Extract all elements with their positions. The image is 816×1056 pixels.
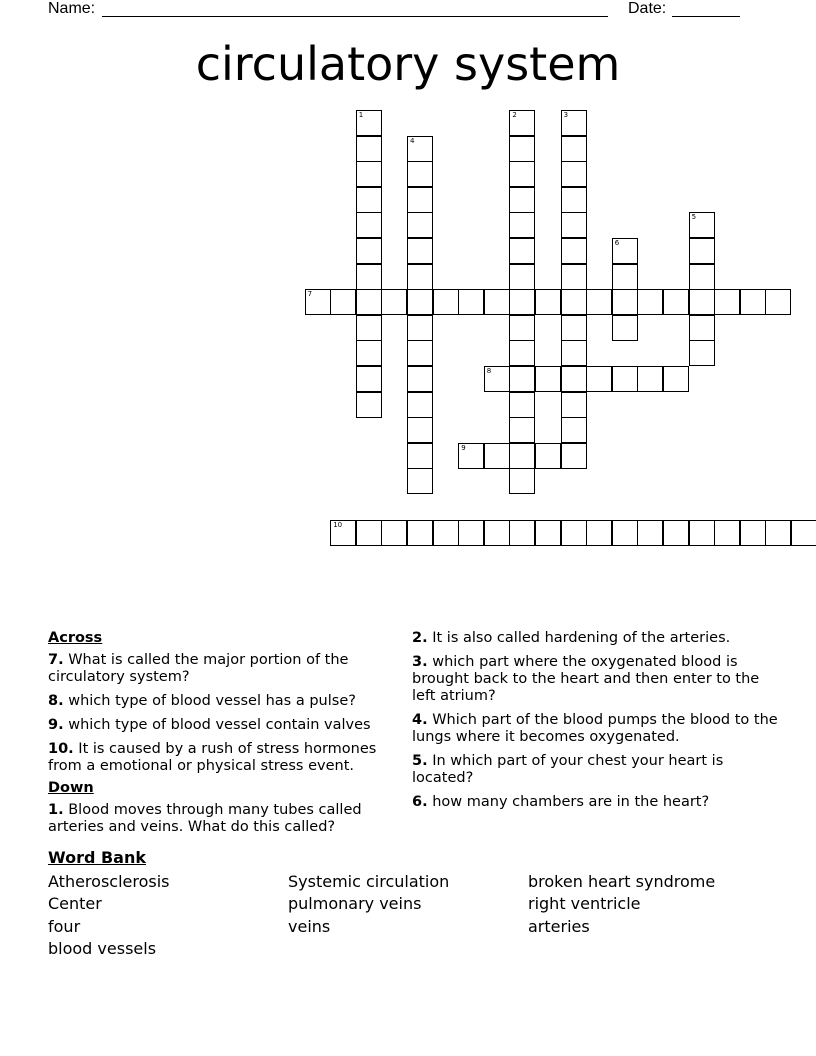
crossword-cell[interactable] — [356, 392, 382, 418]
crossword-cell[interactable] — [407, 520, 433, 546]
crossword-cell[interactable] — [612, 238, 638, 264]
clue-text: which type of blood vessel contain valves — [68, 717, 371, 733]
word-bank-item: arteries — [528, 916, 590, 936]
crossword-cell[interactable] — [535, 366, 561, 392]
word-bank-item: blood vessels — [48, 939, 157, 958]
clue-text: It is caused by a rush of stress hormones from a emotional or physical stress event. — [48, 741, 377, 774]
crossword-cell[interactable] — [561, 392, 587, 418]
clue-num: 1. — [48, 802, 64, 818]
crossword-cell[interactable] — [612, 520, 638, 546]
crossword-cell[interactable] — [407, 468, 433, 494]
crossword-cell[interactable] — [484, 520, 510, 546]
clue-num: 8. — [48, 693, 64, 709]
crossword-cell[interactable] — [612, 366, 638, 392]
crossword-cell[interactable] — [407, 238, 433, 264]
crossword-cell[interactable] — [458, 520, 484, 546]
crossword-cell[interactable] — [612, 289, 638, 315]
crossword-cell[interactable] — [356, 136, 382, 162]
crossword-cell[interactable] — [689, 340, 715, 366]
crossword-cell[interactable] — [509, 520, 535, 546]
clue-num: 4. — [412, 712, 428, 728]
crossword-cell[interactable] — [356, 315, 382, 341]
crossword-cell[interactable] — [561, 238, 587, 264]
word-bank-item: Systemic circulation — [288, 871, 450, 891]
crossword-cell[interactable] — [509, 417, 535, 443]
crossword-cell[interactable] — [407, 187, 433, 213]
across-heading: Across — [48, 630, 103, 646]
crossword-cell[interactable] — [509, 161, 535, 187]
word-bank-item: veins — [288, 916, 331, 936]
crossword-cell[interactable] — [458, 289, 484, 315]
crossword-cell[interactable] — [689, 264, 715, 290]
clue-number: 5 — [691, 213, 697, 222]
crossword-cell[interactable] — [535, 520, 561, 546]
crossword-cell[interactable] — [561, 289, 587, 315]
crossword-cell[interactable] — [356, 264, 382, 290]
crossword-cell[interactable] — [586, 289, 612, 315]
crossword-cell[interactable] — [561, 366, 587, 392]
clue-number: 6 — [614, 239, 620, 247]
crossword-cell[interactable] — [765, 520, 791, 546]
name-label: Name: — [48, 0, 96, 17]
crossword-cell[interactable] — [561, 520, 587, 546]
across-clue — [48, 717, 398, 734]
crossword-cell[interactable] — [407, 443, 433, 469]
crossword-cell[interactable] — [561, 417, 587, 443]
crossword-cell[interactable] — [407, 264, 433, 290]
crossword-cell[interactable] — [433, 289, 459, 315]
crossword-cell[interactable] — [689, 520, 715, 546]
clue-number: 2 — [512, 111, 517, 119]
clue-number: 7 — [307, 290, 313, 299]
crossword-cell[interactable] — [509, 187, 535, 213]
clue-number: 10 — [333, 520, 343, 529]
clue-text: In which part of your chest your heart is located? — [412, 753, 724, 786]
crossword-cell[interactable] — [561, 212, 587, 238]
clue-num: 9. — [48, 717, 64, 733]
crossword-cell[interactable] — [407, 417, 433, 443]
crossword-cell[interactable] — [509, 289, 535, 315]
crossword-cell[interactable] — [561, 187, 587, 213]
crossword-cell[interactable] — [509, 468, 535, 494]
crossword-cell[interactable] — [612, 315, 638, 341]
clue-number: 8 — [486, 367, 492, 375]
word-bank-item: four — [48, 916, 81, 936]
across-clue-list — [48, 652, 398, 775]
crossword-cell[interactable] — [509, 110, 535, 136]
crossword-cell[interactable] — [407, 315, 433, 341]
crossword-cell[interactable] — [714, 520, 740, 546]
crossword-cell[interactable] — [740, 520, 766, 546]
crossword-cell[interactable] — [407, 392, 433, 418]
crossword-cell[interactable] — [637, 289, 663, 315]
clue-text: What is called the major portion of the circulatory system? — [48, 652, 349, 685]
down-clue-list-continued — [412, 630, 782, 811]
clue-number: 3 — [563, 111, 569, 119]
crossword-cell[interactable] — [765, 289, 791, 315]
crossword-cell[interactable] — [586, 520, 612, 546]
clue-text: Blood moves through many tubes called arteries and veins. What do this called? — [48, 802, 362, 835]
clue-number: 1 — [358, 111, 364, 119]
crossword-cell[interactable] — [381, 289, 407, 315]
down-clue — [412, 753, 782, 787]
crossword-cell[interactable] — [663, 289, 689, 315]
crossword-cell[interactable] — [535, 289, 561, 315]
crossword-cell[interactable] — [561, 161, 587, 187]
crossword-cell[interactable] — [561, 443, 587, 469]
clue-number: 9 — [461, 443, 466, 452]
clue-text: how many chambers are in the heart? — [432, 794, 710, 810]
clue-text: It is also called hardening of the arteries. — [432, 630, 731, 646]
clue-num: 10. — [48, 741, 74, 757]
crossword-cell[interactable] — [509, 392, 535, 418]
crossword-cell[interactable] — [637, 520, 663, 546]
word-bank-item: Center — [48, 894, 102, 913]
down-clue — [412, 630, 782, 647]
word-bank — [48, 847, 768, 961]
crossword-cell[interactable] — [356, 187, 382, 213]
clue-text: which type of blood vessel has a pulse? — [68, 693, 356, 709]
clue-number: 4 — [410, 136, 415, 145]
crossword-cell[interactable] — [561, 110, 587, 136]
crossword-cell[interactable] — [484, 289, 510, 315]
clue-num: 7. — [48, 652, 64, 668]
crossword-cell[interactable] — [407, 212, 433, 238]
clue-num: 3. — [412, 654, 428, 670]
across-clue — [48, 693, 398, 710]
crossword-cell[interactable] — [561, 264, 587, 290]
crossword-cell[interactable] — [484, 443, 510, 469]
clue-num: 2. — [412, 630, 428, 646]
word-bank-item: Atherosclerosis — [48, 871, 170, 891]
crossword-cell[interactable] — [663, 520, 689, 546]
crossword-cell[interactable] — [356, 110, 382, 136]
clue-num: 6. — [412, 794, 428, 810]
down-clue — [412, 712, 782, 746]
crossword-cell[interactable] — [535, 443, 561, 469]
crossword-cell[interactable] — [791, 520, 816, 546]
crossword-cell[interactable] — [663, 366, 689, 392]
crossword-cell[interactable] — [484, 366, 510, 392]
down-clue-list — [48, 802, 398, 836]
word-bank-item: right ventricle — [528, 894, 641, 913]
crossword-cell[interactable] — [689, 289, 715, 315]
crossword-cell[interactable] — [509, 315, 535, 341]
crossword-cell[interactable] — [458, 443, 484, 469]
crossword-cell[interactable] — [509, 264, 535, 290]
down-heading: Down — [48, 780, 94, 796]
crossword-cell[interactable] — [305, 289, 331, 315]
crossword-cell[interactable] — [433, 520, 459, 546]
crossword-cell[interactable] — [356, 161, 382, 187]
crossword-cell[interactable] — [407, 136, 433, 162]
crossword-cell[interactable] — [509, 212, 535, 238]
crossword-cell[interactable] — [407, 366, 433, 392]
crossword-cell[interactable] — [714, 289, 740, 315]
crossword-cell[interactable] — [509, 136, 535, 162]
down-clue — [412, 794, 782, 811]
crossword-cell[interactable] — [356, 289, 382, 315]
crossword-cell[interactable] — [561, 340, 587, 366]
date-label: Date: — [628, 0, 667, 17]
crossword-cell[interactable] — [740, 289, 766, 315]
crossword-cell[interactable] — [407, 340, 433, 366]
across-clue — [48, 741, 398, 775]
word-bank-item: pulmonary veins — [288, 894, 422, 913]
crossword-cell[interactable] — [330, 520, 356, 546]
down-clue — [48, 802, 398, 836]
crossword-cell[interactable] — [509, 340, 535, 366]
word-bank-heading: Word Bank — [48, 848, 147, 867]
crossword-cell[interactable] — [561, 315, 587, 341]
crossword-cell[interactable] — [612, 264, 638, 290]
crossword-cell[interactable] — [689, 212, 715, 238]
crossword-cell[interactable] — [356, 366, 382, 392]
down-clue — [412, 654, 782, 705]
crossword-cell[interactable] — [356, 212, 382, 238]
crossword-cell[interactable] — [561, 136, 587, 162]
crossword-cell[interactable] — [407, 289, 433, 315]
crossword-cell[interactable] — [689, 315, 715, 341]
crossword-cell[interactable] — [509, 366, 535, 392]
crossword-cell[interactable] — [509, 443, 535, 469]
clue-text: which part where the oxygenated blood is brought back to the heart and then enter to the left atrium? — [412, 654, 760, 704]
page-title: circulatory system — [195, 37, 621, 91]
crossword-cell[interactable] — [381, 520, 407, 546]
clue-text: Which part of the blood pumps the blood to the lungs where it becomes oxygenated. — [412, 712, 778, 745]
crossword-cell[interactable] — [509, 238, 535, 264]
word-bank-item: broken heart syndrome — [528, 871, 716, 891]
word-bank-list — [48, 871, 768, 961]
clues-right-column — [412, 630, 782, 818]
clue-num: 5. — [412, 753, 428, 769]
crossword-cell[interactable] — [586, 366, 612, 392]
crossword-cell[interactable] — [407, 161, 433, 187]
crossword-cell[interactable] — [330, 289, 356, 315]
across-clue — [48, 652, 398, 686]
crossword-cell[interactable] — [356, 238, 382, 264]
crossword-cell[interactable] — [356, 340, 382, 366]
crossword-cell[interactable] — [689, 238, 715, 264]
crossword-cell[interactable] — [637, 366, 663, 392]
clues-left-column — [48, 630, 398, 843]
crossword-cell[interactable] — [356, 520, 382, 546]
